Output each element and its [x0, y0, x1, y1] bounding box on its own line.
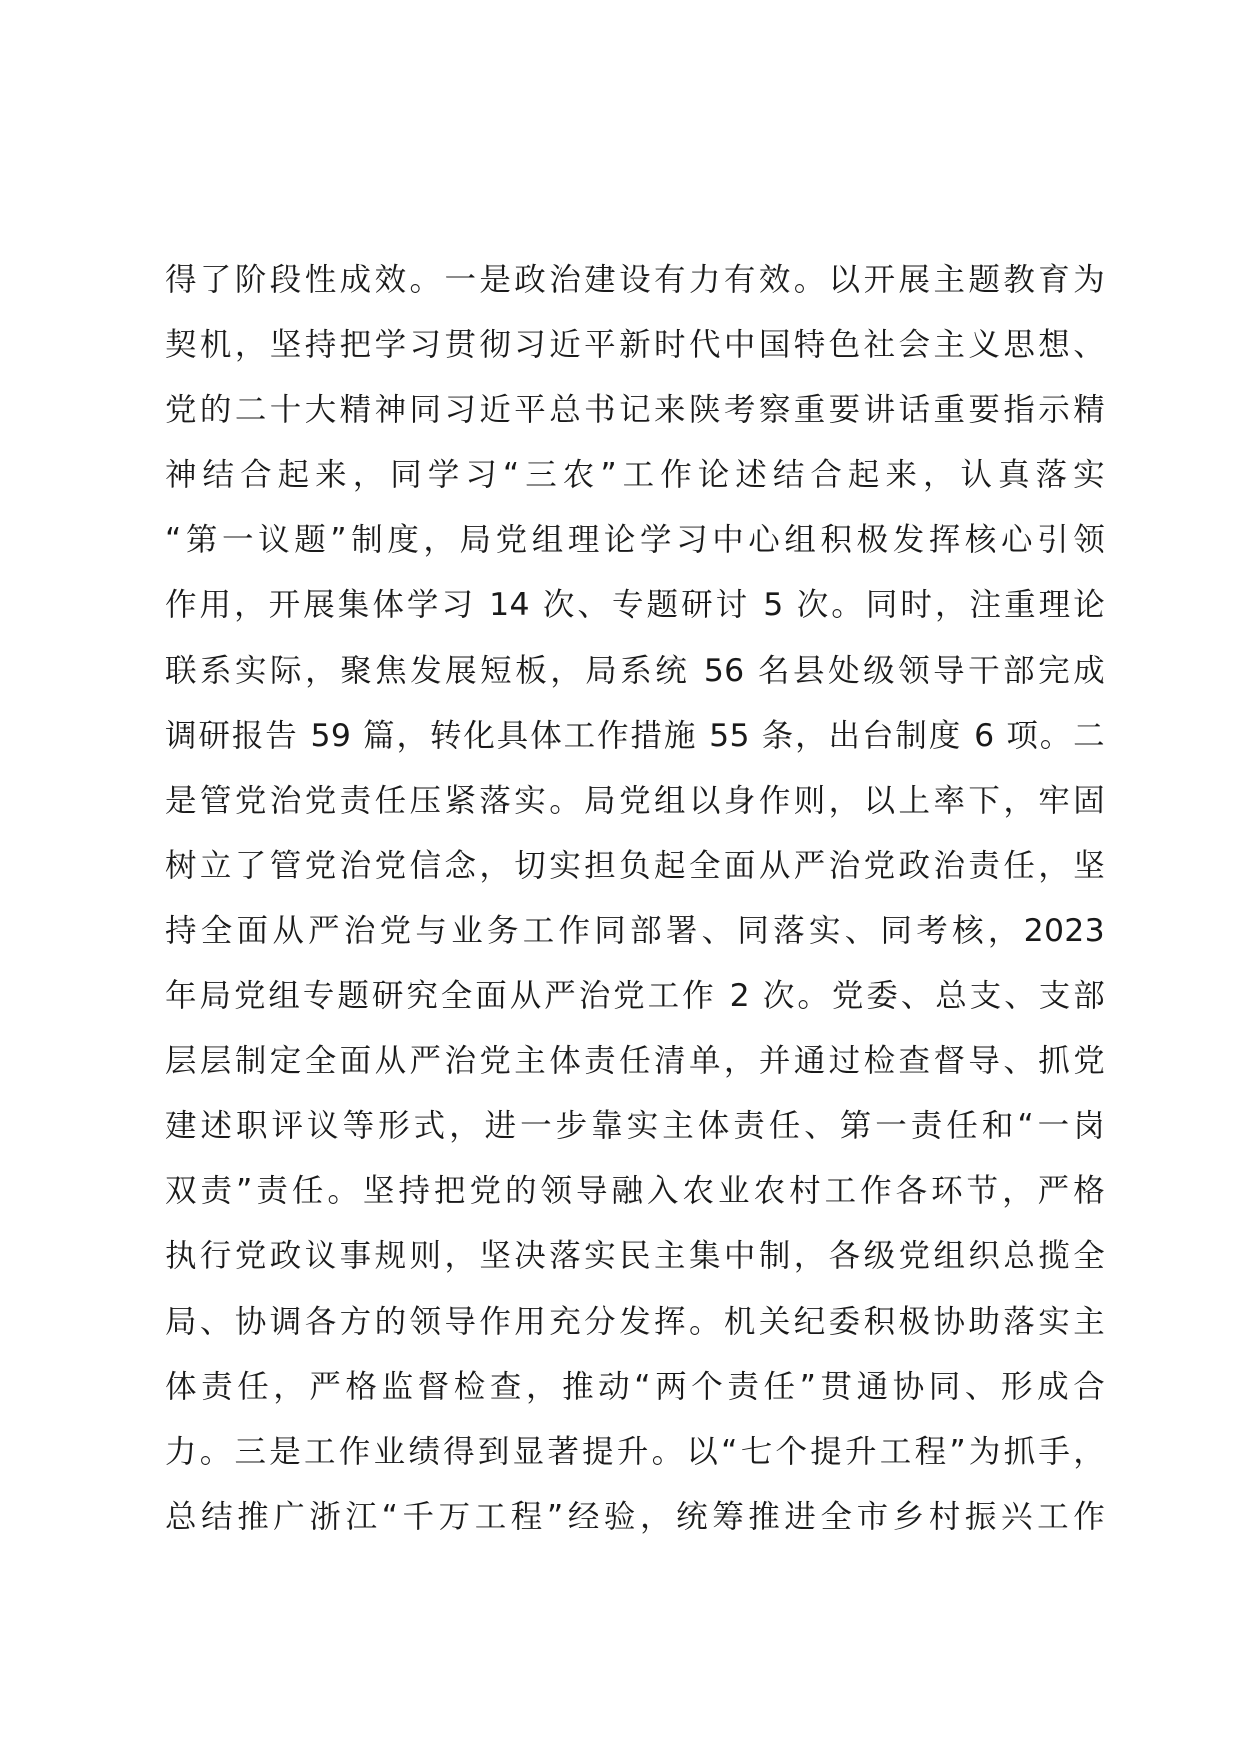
text-line-7: 联系实际，聚焦发展短板，局系统 56 名县处级领导干部完成: [165, 652, 1105, 689]
text-line-17: 局、协调各方的领导作用充分发挥。机关纪委积极协助落实主: [165, 1303, 1105, 1340]
text-line-19: 力。三是工作业绩得到显著提升。以“七个提升工程”为抓手，: [165, 1433, 1105, 1470]
text-line-13: 层层制定全面从严治党主体责任清单，并通过检查督导、抓党: [165, 1043, 1105, 1080]
text-line-5: “第一议题”制度，局党组理论学习中心组积极发挥核心引领: [165, 522, 1105, 559]
text-line-9: 是管党治党责任压紧落实。局党组以身作则，以上率下，牢固: [165, 782, 1105, 819]
text-line-20: 总结推广浙江“千万工程”经验，统筹推进全市乡村振兴工作: [165, 1498, 1105, 1535]
text-line-12: 年局党组专题研究全面从严治党工作 2 次。党委、总支、支部: [165, 978, 1105, 1015]
body-paragraph: [165, 248, 1105, 1550]
text-line-2: 契机，坚持把学习贯彻习近平新时代中国特色社会主义思想、: [165, 327, 1105, 364]
text-line-6: 作用，开展集体学习 14 次、专题研讨 5 次。同时，注重理论: [165, 587, 1105, 624]
text-line-15: 双责”责任。坚持把党的领导融入农业农村工作各环节，严格: [165, 1173, 1105, 1210]
text-line-1: 得了阶段性成效。一是政治建设有力有效。以开展主题教育为: [165, 262, 1105, 298]
text-line-8: 调研报告 59 篇，转化具体工作措施 55 条，出台制度 6 项。二: [165, 717, 1105, 754]
text-line-16: 执行党政议事规则，坚决落实民主集中制，各级党组织总揽全: [165, 1238, 1105, 1275]
text-line-14: 建述职评议等形式，进一步靠实主体责任、第一责任和“一岗: [165, 1108, 1105, 1145]
text-line-3: 党的二十大精神同习近平总书记来陕考察重要讲话重要指示精: [165, 392, 1105, 429]
text-line-4: 神结合起来，同学习“三农”工作论述结合起来，认真落实: [165, 457, 1105, 494]
text-line-11: 持全面从严治党与业务工作同部署、同落实、同考核，2023: [165, 912, 1105, 949]
text-line-10: 树立了管党治党信念，切实担负起全面从严治党政治责任，坚: [165, 847, 1105, 884]
text-line-18: 体责任，严格监督检查，推动“两个责任”贯通协同、形成合: [165, 1368, 1105, 1405]
